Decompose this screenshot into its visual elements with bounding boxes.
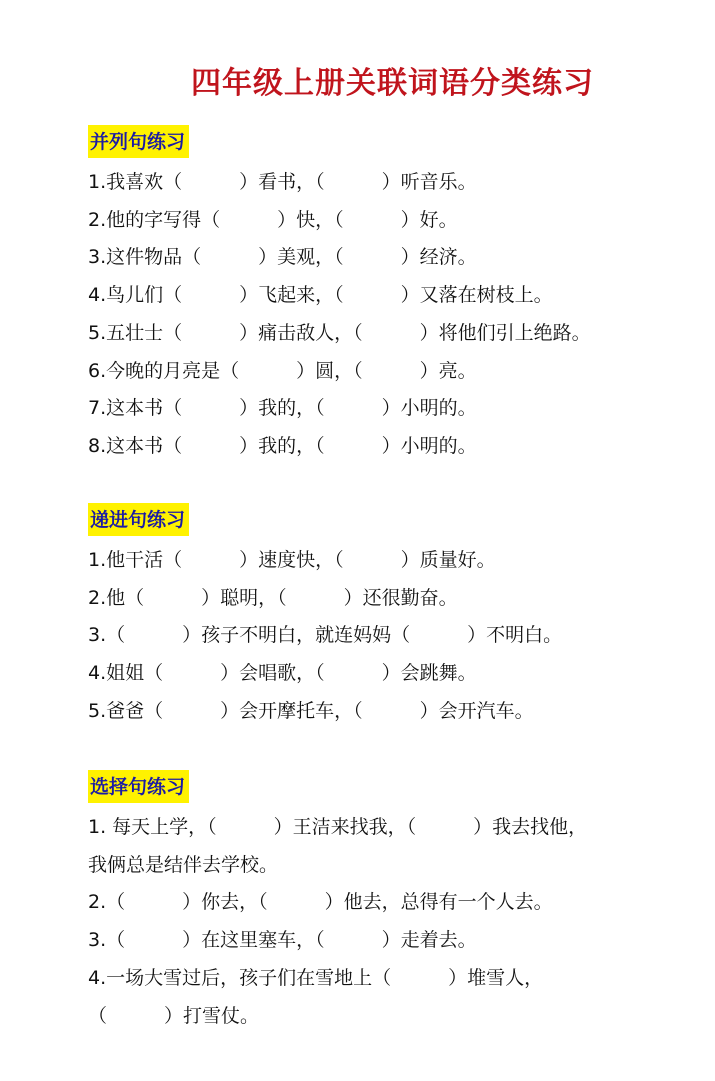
exercise-line: （ ）打雪仗。 (88, 1004, 260, 1027)
exercise-line: 1.他干活（ ）速度快，（ ）质量好。 (88, 549, 496, 571)
exercise-line: 4.姐姐（ ）会唱歌，（ ）会跳舞。 (88, 662, 477, 685)
exercise-line: 3.（ ）孩子不明白，就连妈妈（ ）不明白。 (88, 624, 563, 647)
exercise-list (88, 809, 688, 1035)
exercise-line: 我俩总是结伴去学校。 (88, 853, 279, 876)
page-title: 四年级上册关联词语分类练习 (191, 66, 594, 101)
exercise-line: 2.（ ）你去，（ ）他去，总得有一个人去。 (88, 891, 553, 914)
exercise-line: 6.今晚的月亮是（ ）圆，（ ）亮。 (88, 359, 477, 382)
exercise-line: 3.这件物品（ ）美观，（ ）经济。 (88, 246, 477, 269)
exercise-line: 1. 每天上学，（ ）王洁来找我，（ ）我去找他， (88, 816, 588, 838)
exercise-list (88, 542, 688, 731)
section-parallel (88, 125, 688, 466)
section-heading: 选择句练习 (88, 770, 189, 803)
exercise-line: 3.（ ）在这里塞车，（ ）走着去。 (88, 929, 477, 952)
exercise-line: 2.他（ ）聪明，（ ）还很勤奋。 (88, 586, 458, 609)
exercise-line: 4.鸟儿们（ ）飞起来，（ ）又落在树枝上。 (88, 284, 553, 307)
section-choice (88, 770, 688, 1035)
exercise-line: 1.我喜欢（ ）看书，（ ）听音乐。 (88, 171, 477, 193)
exercise-line: 4.一场大雪过后，孩子们在雪地上（ ）堆雪人， (88, 966, 544, 989)
exercise-line: 5.爸爸（ ）会开摩托车，（ ）会开汽车。 (88, 699, 534, 722)
section-progressive (88, 503, 688, 731)
section-heading: 并列句练习 (88, 125, 189, 158)
exercise-line: 8.这本书（ ）我的，（ ）小明的。 (88, 434, 477, 457)
exercise-line: 2.他的字写得（ ）快，（ ）好。 (88, 208, 458, 231)
exercise-line: 5.五壮士（ ）痛击敌人，（ ）将他们引上绝路。 (88, 321, 591, 344)
exercise-list (88, 164, 688, 466)
exercise-line: 7.这本书（ ）我的，（ ）小明的。 (88, 397, 477, 420)
section-heading: 递进句练习 (88, 503, 189, 536)
